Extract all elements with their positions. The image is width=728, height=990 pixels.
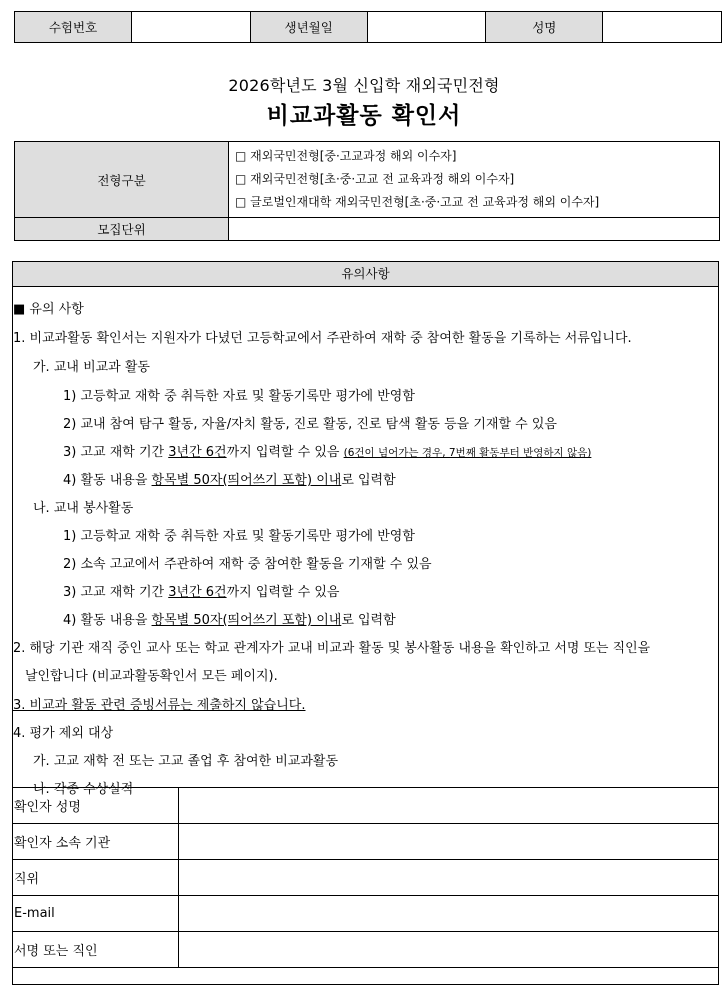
notice-box [12,261,719,985]
notice-na-1: 1) 고등학교 재학 중 취득한 자료 및 활동기록만 평가에 반영함 [63,529,415,544]
notice-na-4-post: 로 입력함 [341,613,396,628]
notice-ga-3-post: 까지 입력할 수 있음 [226,445,344,460]
document-title: 비교과활동 확인서 [266,103,462,129]
exam-number-label: 수험번호 [15,12,132,43]
notice-ga-4-underlined: 항목별 50자(띄어쓰기 포함) 이내 [151,473,342,488]
birth-date-field[interactable] [367,12,486,43]
signature-field[interactable] [179,932,719,968]
notice-item-4-ga: 가. 고교 재학 전 또는 고교 졸업 후 참여한 비교과활동 [33,754,339,769]
confirmer-name-label: 확인자 성명 [13,788,179,824]
name-field[interactable] [603,12,722,43]
applicant-info-table [14,11,722,43]
notice-na-3-underlined: 3년간 6건 [168,585,227,600]
notice-item-1: 1. 비교과활동 확인서는 지원자가 다녔던 고등학교에서 주관하여 재학 중 참여한 활동을 기록하는 서류입니다. [13,331,632,346]
notice-na-3-pre: 3) 고교 재학 기간 [63,585,169,600]
admission-option-2[interactable]: □ 재외국민전형[초·중·고교 전 교육과정 해외 이수자] [235,172,515,186]
notice-ga-4-post: 로 입력함 [341,473,396,488]
confirmer-org-label: 확인자 소속 기관 [13,824,179,860]
email-label: E-mail [13,896,179,932]
email-field[interactable] [179,896,719,932]
notice-na-3 [63,581,339,600]
notice-section-title: ■ 유의 사항 [13,302,84,317]
notice-item-4-na: 나. 각종 수상실적 [33,782,134,797]
notice-item-2-line-2: 날인합니다 (비교과활동확인서 모든 페이지). [25,669,278,684]
admission-type-label: 전형구분 [15,142,229,218]
notice-na-4 [63,609,396,628]
admission-option-1[interactable]: □ 재외국민전형[중·고교과정 해외 이수자] [235,149,457,163]
confirmer-name-field[interactable] [179,788,719,824]
admission-type-options [229,142,720,218]
notice-na-4-underlined: 항목별 50자(띄어쓰기 포함) 이내 [151,613,342,628]
notice-ga-3-underlined: 3년간 6건 [168,445,227,460]
notice-ga-1: 1) 고등학교 재학 중 취득한 자료 및 활동기록만 평가에 반영함 [63,389,415,404]
exam-number-field[interactable] [132,12,251,43]
notice-item-2-line-1: 2. 해당 기관 재직 중인 교사 또는 학교 관계자가 교내 비교과 활동 및 봉사활동 내용을 확인하고 서명 또는 직인을 [13,641,651,656]
admission-type-table [14,141,720,241]
recruitment-unit-field[interactable] [229,218,720,241]
notice-item-1-ga: 가. 교내 비교과 활동 [33,360,150,375]
position-field[interactable] [179,860,719,896]
notice-item-4: 4. 평가 제외 대상 [13,726,114,741]
table-row [13,932,719,968]
birth-date-label: 생년월일 [250,12,367,43]
confirmer-org-field[interactable] [179,824,719,860]
notice-ga-3-small: (6건이 넘어가는 경우, 7번째 활동부터 반영하지 않음) [343,447,592,459]
name-label: 성명 [486,12,603,43]
notice-header: 유의사항 [13,262,718,287]
notice-ga-3 [63,441,591,460]
notice-na-2: 2) 소속 고교에서 주관하여 재학 중 참여한 활동을 기재할 수 있음 [63,557,432,572]
notice-item-3: 3. 비교과 활동 관련 증빙서류는 제출하지 않습니다. [13,698,306,713]
table-row [13,896,719,932]
position-label: 직위 [13,860,179,896]
notice-ga-3-pre: 3) 고교 재학 기간 [63,445,169,460]
recruitment-unit-label: 모집단위 [15,218,229,241]
admission-option-3[interactable]: □ 글로벌인재대학 재외국민전형[초·중·고교 전 교육과정 해외 이수자] [235,195,600,209]
notice-item-1-na: 나. 교내 봉사활동 [33,501,134,516]
confirmer-table [12,787,719,968]
signature-label: 서명 또는 직인 [13,932,179,968]
table-row [13,788,719,824]
notice-na-4-pre: 4) 활동 내용을 [63,613,152,628]
notice-ga-2: 2) 교내 참여 탐구 활동, 자율/자치 활동, 진로 활동, 진로 탐색 활동 등을 기재할 수 있음 [63,417,557,432]
notice-ga-4-pre: 4) 활동 내용을 [63,473,152,488]
table-row [13,860,719,896]
notice-ga-4 [63,469,396,488]
table-row [13,824,719,860]
notice-na-3-post: 까지 입력할 수 있음 [226,585,340,600]
document-subtitle: 2026학년도 3월 신입학 재외국민전형 [228,76,500,95]
